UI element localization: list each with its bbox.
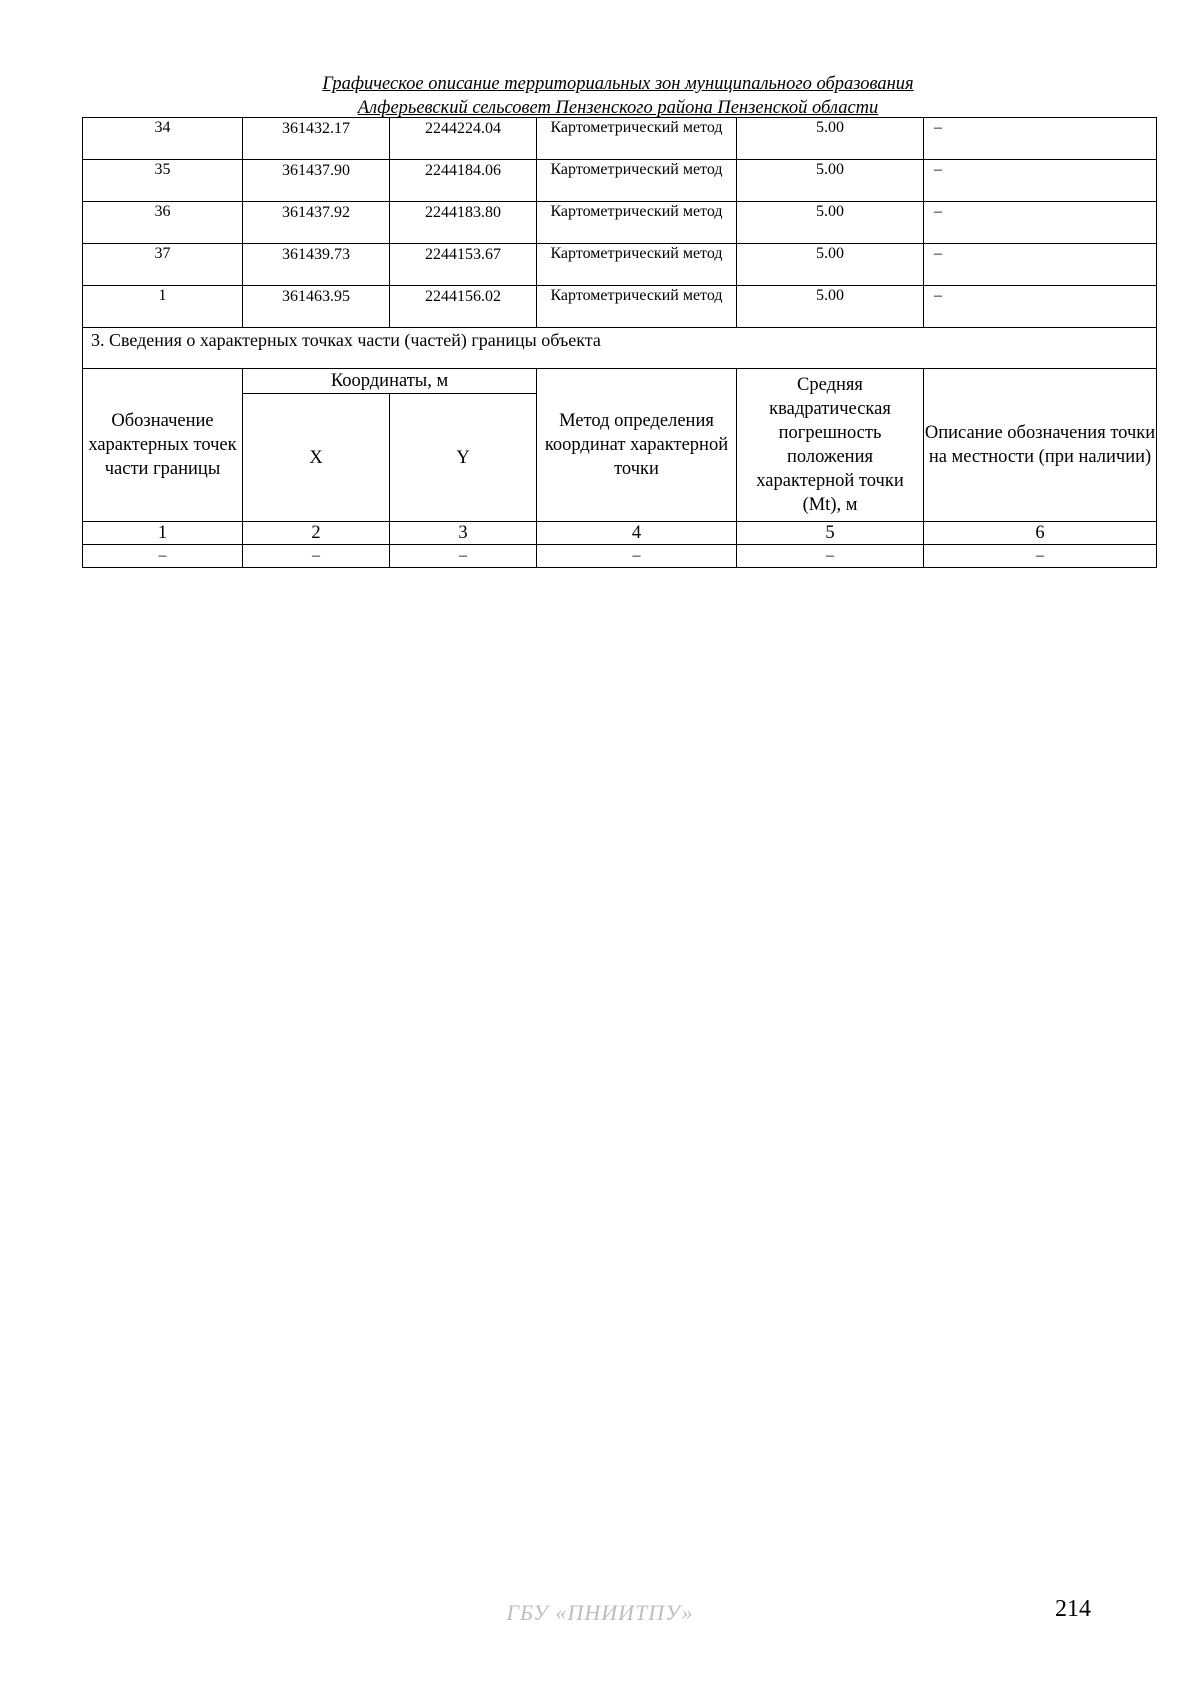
footer-organization: ГБУ «ПНИИТПУ» [506, 1600, 694, 1625]
coord-x: 361437.90 [243, 160, 390, 202]
point-number: 37 [83, 244, 243, 286]
error: 5.00 [737, 286, 924, 328]
header-line-1: Графическое описание территориальных зон муниципального образования [322, 74, 914, 94]
empty-cell: – [537, 545, 737, 568]
column-number: 6 [924, 522, 1157, 545]
section-3-title: 3. Сведения о характерных точках части (частей) границы объекта [83, 328, 1157, 369]
coord-y: 2244224.04 [390, 118, 537, 160]
table-row [83, 545, 1157, 568]
col-method-header: Метод определения координат характерной точки [537, 369, 737, 522]
empty-cell: – [924, 545, 1157, 568]
empty-cell: – [243, 545, 390, 568]
coord-y: 2244156.02 [390, 286, 537, 328]
coord-y: 2244184.06 [390, 160, 537, 202]
table-row [83, 118, 1157, 160]
coord-x: 361439.73 [243, 244, 390, 286]
col-x-header: X [243, 394, 390, 522]
coord-y: 2244183.80 [390, 202, 537, 244]
method: Картометрический метод [537, 202, 737, 244]
description: – [924, 160, 1157, 202]
column-number: 2 [243, 522, 390, 545]
error: 5.00 [737, 202, 924, 244]
column-number: 3 [390, 522, 537, 545]
header-row [83, 369, 1157, 394]
description: – [924, 244, 1157, 286]
point-number: 34 [83, 118, 243, 160]
col-description-header: Описание обозначения точки на местности (при наличии) [924, 369, 1157, 522]
description: – [924, 118, 1157, 160]
column-number: 4 [537, 522, 737, 545]
error: 5.00 [737, 118, 924, 160]
point-number: 1 [83, 286, 243, 328]
header-line-2: Алферьевский сельсовет Пензенского района Пензенской области [357, 98, 879, 118]
point-number: 35 [83, 160, 243, 202]
coordinates-table [82, 117, 1157, 568]
error: 5.00 [737, 160, 924, 202]
method: Картометрический метод [537, 160, 737, 202]
point-number: 36 [83, 202, 243, 244]
column-number: 5 [737, 522, 924, 545]
table-row [83, 244, 1157, 286]
column-numbers-row [83, 522, 1157, 545]
coord-x: 361463.95 [243, 286, 390, 328]
description: – [924, 202, 1157, 244]
col-y-header: Y [390, 394, 537, 522]
col-error-header: Средняя квадратическая погрешность положения характерной точки (Mt), м [737, 369, 924, 522]
empty-cell: – [737, 545, 924, 568]
empty-cell: – [390, 545, 537, 568]
document-header [80, 72, 1156, 120]
table-row [83, 160, 1157, 202]
section-3-row [83, 328, 1157, 369]
table-row [83, 286, 1157, 328]
error: 5.00 [737, 244, 924, 286]
coord-x: 361437.92 [243, 202, 390, 244]
coord-x: 361432.17 [243, 118, 390, 160]
coord-y: 2244153.67 [390, 244, 537, 286]
description: – [924, 286, 1157, 328]
method: Картометрический метод [537, 286, 737, 328]
method: Картометрический метод [537, 118, 737, 160]
col-coords-header: Координаты, м [243, 369, 537, 394]
column-number: 1 [83, 522, 243, 545]
method: Картометрический метод [537, 244, 737, 286]
col-designation-header: Обозначение характерных точек части границы [83, 369, 243, 522]
table-row [83, 202, 1157, 244]
page-number: 214 [1055, 1596, 1091, 1622]
empty-cell: – [83, 545, 243, 568]
